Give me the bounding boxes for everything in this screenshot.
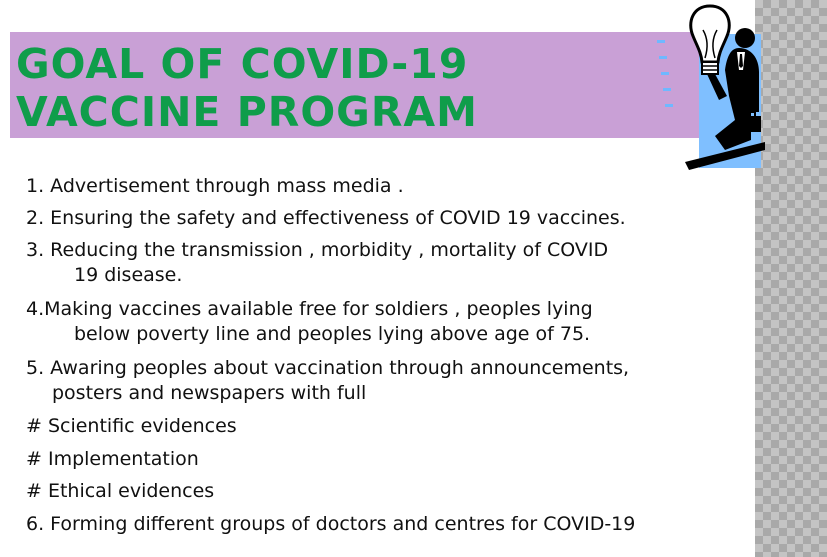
list-item <box>26 356 629 406</box>
title-line-2: VACCINE PROGRAM <box>16 88 478 136</box>
list-item <box>26 479 214 504</box>
list-item <box>26 297 593 347</box>
decorative-side-strip <box>755 0 827 557</box>
list-item <box>26 174 404 199</box>
list-item-text: 6. Forming different groups of doctors and centres for COVID-19 <box>26 513 636 535</box>
businessman-lightbulb-icon <box>655 0 765 170</box>
list-item-text: # Implementation <box>26 448 199 470</box>
list-item-text: 1. Advertisement through mass media . <box>26 175 404 197</box>
list-item <box>26 512 635 537</box>
list-item <box>26 238 608 288</box>
list-item-continuation: below poverty line and peoples lying above age of 75. <box>74 323 591 345</box>
list-item-text: 4.Making vaccines available free for soldiers , peoples lying <box>26 298 593 320</box>
list-item-text: 2. Ensuring the safety and effectiveness of COVID 19 vaccines. <box>26 207 626 229</box>
list-item-text: # Scientific evidences <box>26 415 237 437</box>
list-item-text: 3. Reducing the transmission , morbidity , mortality of COVID <box>26 239 609 261</box>
title-line-1: GOAL OF COVID-19 <box>16 40 469 88</box>
list-item-text: 5. Awaring peoples about vaccination through announcements, <box>26 357 630 379</box>
list-item-continuation: 19 disease. <box>74 264 183 286</box>
list-item-continuation: posters and newspapers with full <box>52 382 367 404</box>
list-item <box>26 206 626 231</box>
list-item-text: # Ethical evidences <box>26 480 215 502</box>
slide-title <box>16 40 478 136</box>
list-item <box>26 447 199 472</box>
list-item <box>26 414 237 439</box>
